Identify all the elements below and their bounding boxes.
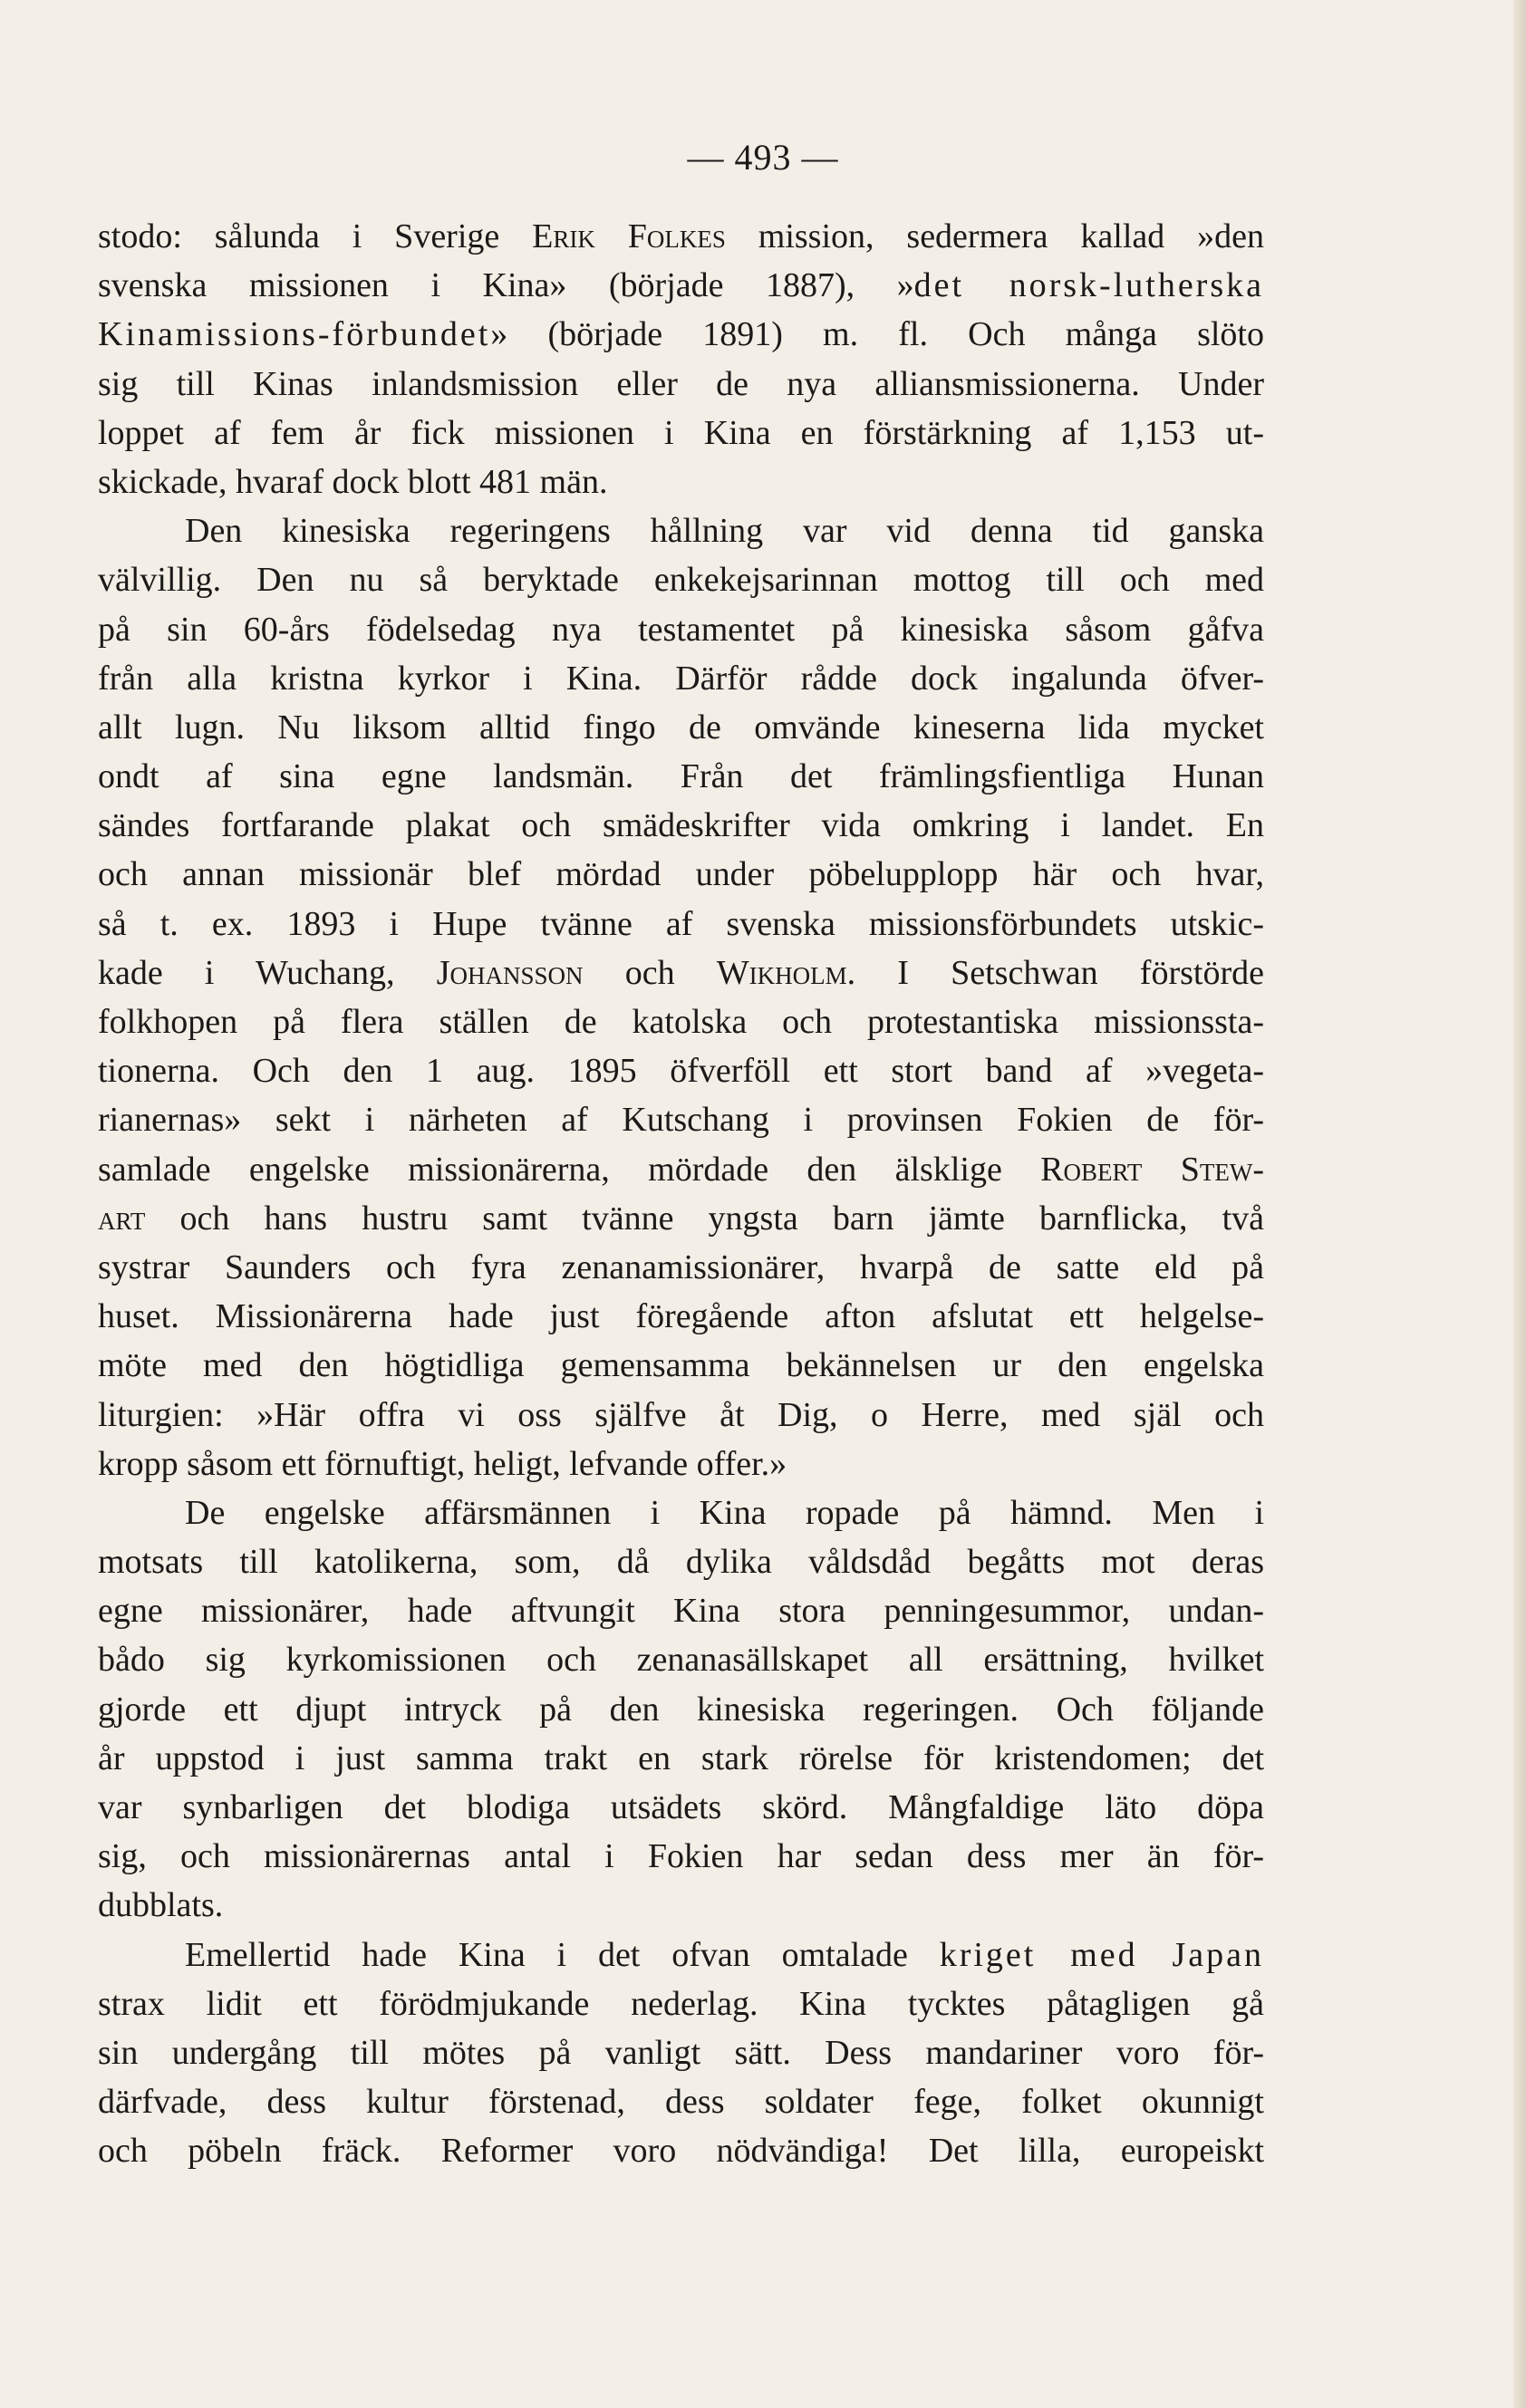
text-segment: och <box>583 953 717 992</box>
text-segment: motsats till katolikerna, som, då dylika våldsdåd begåtts mot deras <box>98 1543 1264 1582</box>
text-line <box>98 900 1264 949</box>
text-line <box>98 261 1264 310</box>
text-segment: allt lugn. Nu liksom alltid fingo de omvände kineserna lida mycket <box>98 708 1264 746</box>
text-segment: strax lidit ett förödmjukande nederlag. Kina tycktes påtagligen gå <box>98 1984 1264 2023</box>
text-segment: tionerna. Och den 1 aug. 1895 öfverföll ett stort band af »vegeta- <box>98 1052 1264 1091</box>
text-segment: gjorde ett djupt intryck på den kinesiska regeringen. Och följande <box>98 1690 1264 1729</box>
text-segment: kropp såsom ett förnuftigt, heligt, lefvande offer.» <box>98 1444 787 1483</box>
text-segment: loppet af fem år fick missionen i Kina en förstärkning af 1,153 ut- <box>98 413 1264 452</box>
text-segment: Emellertid hade Kina i det ofvan omtalade <box>185 1935 940 1974</box>
name-smallcaps: Erik Folkes <box>532 217 726 255</box>
text-line <box>98 2077 1264 2126</box>
text-segment: sin undergång till mötes på vanligt sätt. Dess mandariner voro för- <box>98 2033 1264 2072</box>
text-line <box>98 1046 1264 1095</box>
text-segment: bådo sig kyrkomissionen och zenanasällskapet all ersättning, hvilket <box>98 1641 1264 1680</box>
text-line <box>98 949 1264 997</box>
text-segment: så t. ex. 1893 i Hupe tvänne af svenska missionsförbundets utskic- <box>98 904 1264 943</box>
text-line <box>98 1635 1264 1684</box>
text-segment: systrar Saunders och fyra zenanamissionärer, hvarpå de satte eld på <box>98 1247 1264 1286</box>
name-smallcaps: Wikholm <box>716 953 847 992</box>
text-line <box>98 310 1264 359</box>
text-segment: var synbarligen det blodiga utsädets skörd. Mångfaldige läto döpa <box>98 1788 1264 1826</box>
text-segment: . I Setschwan förstörde <box>846 953 1264 992</box>
text-segment: från alla kristna kyrkor i Kina. Därför rådde dock ingalunda öfver- <box>98 659 1264 698</box>
text-line <box>98 1243 1264 1292</box>
text-segment: och pöbeln fräck. Reformer voro nödvändiga! Det lilla, europeiskt <box>98 2132 1264 2171</box>
text-line <box>98 1685 1264 1734</box>
text-line <box>98 1391 1264 1440</box>
text-line <box>98 1488 1264 1537</box>
page-number: — 493 — <box>687 137 839 178</box>
text-line <box>98 1292 1264 1341</box>
text-line <box>98 801 1264 850</box>
text-line <box>98 997 1264 1046</box>
text-line <box>98 605 1264 654</box>
text-segment: år uppstod i just samma trakt en stark rörelse för kristendomen; det <box>98 1739 1264 1777</box>
text-segment: på sin 60-års födelsedag nya testamentet på kinesiska såsom gåfva <box>98 610 1264 649</box>
text-segment: välvillig. Den nu så beryktade enkekejsarinnan mottog till och med <box>98 561 1264 600</box>
text-line <box>98 1734 1264 1783</box>
text-segment: rianernas» sekt i närheten af Kutschang i provinsen Fokien de för- <box>98 1101 1264 1140</box>
text-line <box>98 1537 1264 1586</box>
text-line <box>98 1931 1264 1979</box>
text-line <box>98 212 1264 261</box>
text-segment: sig, och missionärernas antal i Fokien har sedan dess mer än för- <box>98 1837 1264 1876</box>
name-smallcaps: Johansson <box>436 953 584 992</box>
text-segment: » (började 1891) m. fl. Och många slöto <box>490 315 1264 354</box>
text-line <box>98 1440 1264 1488</box>
spaced-text: Kinamissions-förbundet <box>98 315 491 354</box>
text-line <box>98 1341 1264 1390</box>
text-line <box>98 458 1264 506</box>
text-line <box>98 1979 1264 2028</box>
text-line <box>98 1586 1264 1635</box>
spaced-text: det norsk-lutherska <box>913 266 1264 305</box>
text-line <box>98 555 1264 604</box>
text-segment: huset. Missionärerna hade just föregående afton afslutat ett helgelse- <box>98 1297 1264 1336</box>
text-segment: liturgien: »Här offra vi oss själfve åt Dig, o Herre, med själ och <box>98 1395 1264 1434</box>
spaced-text: kriget med Japan <box>939 1935 1264 1974</box>
text-line <box>98 1783 1264 1832</box>
name-smallcaps: art <box>98 1199 146 1238</box>
name-smallcaps: Robert Stew- <box>1040 1150 1264 1189</box>
text-line <box>98 2126 1264 2175</box>
text-line <box>98 1881 1264 1930</box>
text-line <box>98 1095 1264 1144</box>
text-line <box>98 409 1264 458</box>
text-segment: ondt af sina egne landsmän. Från det främlingsfientliga Hunan <box>98 757 1264 796</box>
page-edge <box>1513 0 1526 2408</box>
text-segment: sändes fortfarande plakat och smädeskrifter vida omkring i landet. En <box>98 806 1264 845</box>
text-segment: samlade engelske missionärerna, mördade den älsklige <box>98 1150 1041 1189</box>
text-segment: Den kinesiska regeringens hållning var vid denna tid ganska <box>185 512 1264 551</box>
text-line <box>98 506 1264 555</box>
text-line <box>98 752 1264 801</box>
text-line <box>98 1145 1264 1194</box>
body-text <box>98 212 1264 2176</box>
text-segment: kade i Wuchang, <box>98 953 437 992</box>
text-segment: mission, sedermera kallad »den <box>725 217 1265 255</box>
text-segment: därfvade, dess kultur förstenad, dess soldater fege, folket okunnigt <box>98 2083 1264 2122</box>
text-segment: egne missionärer, hade aftvungit Kina stora penningesummor, undan- <box>98 1592 1264 1631</box>
text-line <box>98 654 1264 703</box>
text-segment: stodo: sålunda i Sverige <box>98 217 533 255</box>
text-segment: folkhopen på flera ställen de katolska och protestantiska missionssta- <box>98 1003 1264 1041</box>
text-segment: svenska missionen i Kina» (började 1887), » <box>98 266 914 305</box>
text-segment: dubblats. <box>98 1886 224 1925</box>
text-segment: De engelske affärsmännen i Kina ropade på hämnd. Men i <box>185 1493 1264 1532</box>
text-line <box>98 1832 1264 1881</box>
text-line <box>98 2028 1264 2077</box>
text-segment: skickade, hvaraf dock blott 481 män. <box>98 462 608 501</box>
text-line <box>98 360 1264 409</box>
text-line <box>98 1194 1264 1243</box>
text-segment: sig till Kinas inlandsmission eller de nya alliansmissionerna. Under <box>98 364 1264 403</box>
text-segment: och hans hustru samt tvänne yngsta barn jämte barnflicka, två <box>145 1199 1264 1238</box>
text-segment: och annan missionär blef mördad under pöbelupplopp här och hvar, <box>98 855 1264 894</box>
text-segment: möte med den högtidliga gemensamma bekännelsen ur den engelska <box>98 1346 1264 1385</box>
text-line <box>98 703 1264 752</box>
text-line <box>98 850 1264 899</box>
